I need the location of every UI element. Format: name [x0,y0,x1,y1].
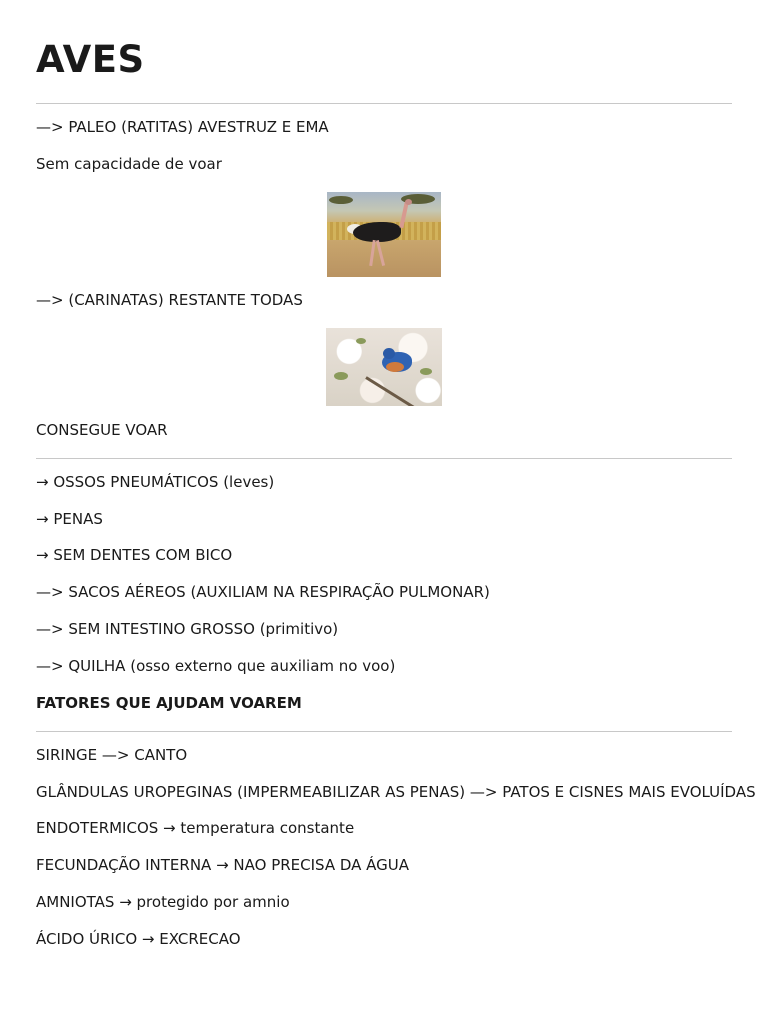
list-item: ÁCIDO ÚRICO → EXCRECAO [36,930,241,948]
page-title: AVES [36,38,145,81]
list-item: —> SEM INTESTINO GROSSO (primitivo) [36,620,339,638]
ostrich-image [327,192,441,277]
divider [36,103,732,104]
ratitas-note: Sem capacidade de voar [36,155,222,173]
list-item: → SEM DENTES COM BICO [36,546,233,564]
can-fly-text: CONSEGUE VOAR [36,421,168,439]
list-item: → PENAS [36,510,103,528]
list-item: GLÂNDULAS UROPEGINAS (IMPERMEABILIZAR AS PENAS) —> PATOS E CISNES MAIS EVOLUÍDAS [36,783,756,801]
flight-factors-heading: FATORES QUE AJUDAM VOAREM [36,694,302,712]
ratitas-heading: —> PALEO (RATITAS) AVESTRUZ E EMA [36,118,329,136]
list-item: ENDOTERMICOS → temperatura constante [36,819,355,837]
list-item: —> QUILHA (osso externo que auxiliam no voo) [36,657,396,675]
divider [36,458,732,459]
list-item: SIRINGE —> CANTO [36,746,188,764]
list-item: FECUNDAÇÃO INTERNA → NAO PRECISA DA ÁGUA [36,856,410,874]
list-item: → OSSOS PNEUMÁTICOS (leves) [36,473,275,491]
list-item: —> SACOS AÉREOS (AUXILIAM NA RESPIRAÇÃO PULMONAR) [36,583,490,601]
divider [36,731,732,732]
carinatas-heading: —> (CARINATAS) RESTANTE TODAS [36,291,303,309]
list-item: AMNIOTAS → protegido por amnio [36,893,290,911]
bluebird-image [326,328,442,406]
